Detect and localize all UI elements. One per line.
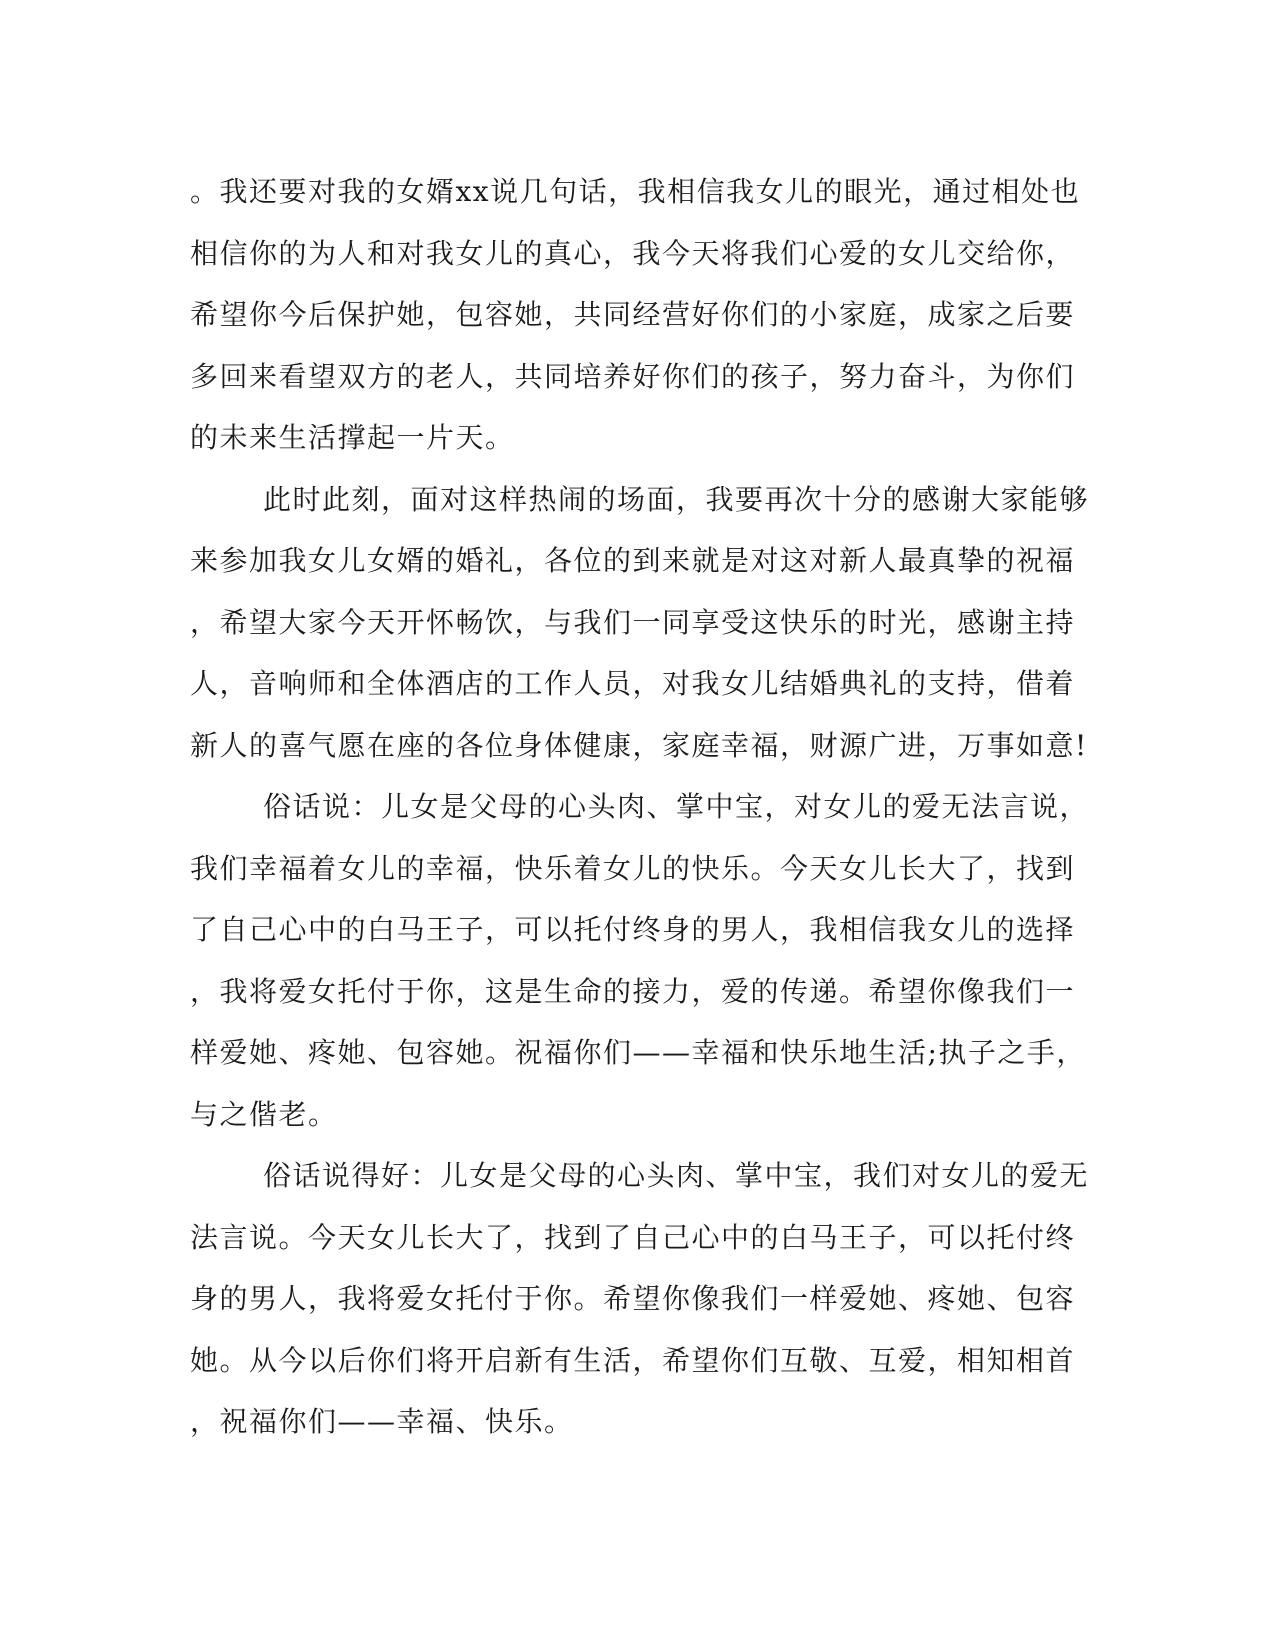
text-line: ，我将爱女托付于你，这是生命的接力，爱的传递。希望你像我们一 [190, 974, 1076, 1008]
paragraph-3 [190, 776, 1090, 1145]
text-line: 我们幸福着女儿的幸福，快乐着女儿的快乐。今天女儿长大了，找到 [190, 851, 1076, 885]
text-line: 人，音响师和全体酒店的工作人员，对我女儿结婚典礼的支持，借着 [190, 667, 1076, 700]
text-line: ，希望大家今天开怀畅饮，与我们一同享受这快乐的时光，感谢主持 [190, 605, 1076, 639]
paragraph-2 [190, 469, 1090, 777]
paragraph-4 [190, 1145, 1090, 1453]
text-line: 希望你今后保护她，包容她，共同经营好你们的小家庭，成家之后要 [190, 298, 1076, 331]
text-line: 与之偕老。 [190, 1097, 338, 1131]
text-line: 相信你的为人和对我女儿的真心，我今天将我们心爱的女儿交给你， [190, 236, 1076, 270]
text-line: 样爱她、疼她、包容她。祝福你们——幸福和快乐地生活;执子之手， [190, 1036, 1086, 1069]
document-body [190, 161, 1090, 1453]
text-line: 。我还要对我的女婿xx说几句话，我相信我女儿的眼光，通过相处也 [190, 175, 1081, 208]
text-line: 俗话说得好：儿女是父母的心头肉、掌中宝，我们对女儿的爱无 [263, 1159, 1090, 1192]
text-line: 身的男人，我将爱女托付于你。希望你像我们一样爱她、疼她、包容 [190, 1282, 1076, 1315]
text-line: 的未来生活撑起一片天。 [190, 421, 515, 454]
paragraph-1 [190, 161, 1090, 469]
text-line: 多回来看望双方的老人，共同培养好你们的孩子，努力奋斗，为你们 [190, 359, 1076, 393]
text-line: 来参加我女儿女婿的婚礼，各位的到来就是对这对新人最真挚的祝福 [190, 544, 1076, 577]
text-line: 此时此刻，面对这样热闹的场面，我要再次十分的感谢大家能够 [263, 482, 1090, 516]
text-line: 新人的喜气愿在座的各位身体健康，家庭幸福，财源广进，万事如意! [190, 728, 1088, 762]
text-line: 她。从今以后你们将开启新有生活，希望你们互敬、互爱，相知相首 [190, 1343, 1076, 1377]
text-line: ，祝福你们——幸福、快乐。 [190, 1405, 574, 1438]
text-line: 俗话说：儿女是父母的心头肉、掌中宝，对女儿的爱无法言说， [263, 790, 1090, 823]
text-line: 法言说。今天女儿长大了，找到了自己心中的白马王子，可以托付终 [190, 1220, 1076, 1254]
text-line: 了自己心中的白马王子，可以托付终身的男人，我相信我女儿的选择 [190, 913, 1076, 946]
